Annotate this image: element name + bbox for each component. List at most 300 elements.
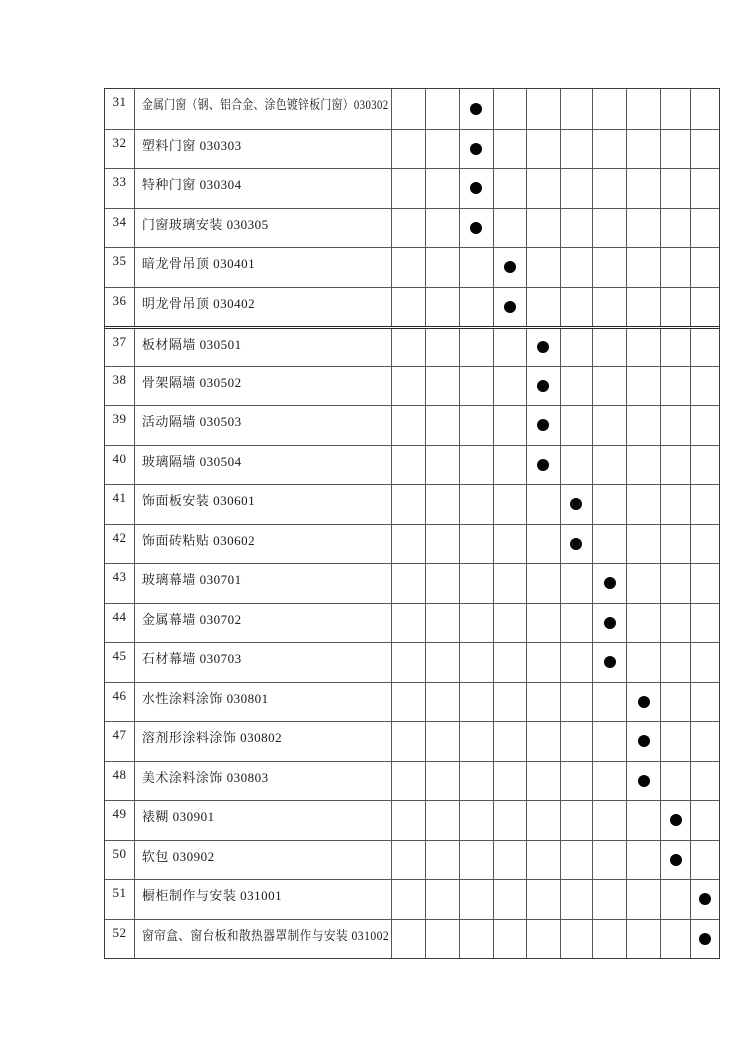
row-number-cell: 39 <box>112 411 127 426</box>
item-label: 橱柜制作与安装 031001 <box>141 888 283 903</box>
dot-cell <box>526 367 560 406</box>
dot-cell <box>660 604 690 643</box>
item-label: 软包 030902 <box>141 848 215 864</box>
row-number-cell: 40 <box>112 450 127 466</box>
row-number-cell: 50 <box>112 845 127 861</box>
dot-cell <box>626 130 660 169</box>
dot-cell <box>459 446 493 485</box>
dot-cell <box>526 564 560 603</box>
category-mark-dot <box>604 577 616 589</box>
dot-cell <box>493 920 526 959</box>
category-mark-dot <box>699 933 711 945</box>
dot-cell <box>592 801 626 840</box>
dot-cell <box>391 564 425 603</box>
table-row <box>105 879 719 919</box>
dot-cell <box>560 722 593 761</box>
dot-cell <box>690 643 719 682</box>
dot-cell <box>526 169 560 208</box>
row-number-cell: 38 <box>112 371 127 387</box>
dot-cell <box>425 446 459 485</box>
item-label-cell <box>134 169 391 208</box>
dot-cell <box>660 367 690 406</box>
category-mark-dot <box>638 775 650 787</box>
dot-cell <box>690 446 719 485</box>
dot-cell <box>391 485 425 524</box>
dot-cell <box>592 762 626 801</box>
dot-cell <box>425 329 459 366</box>
dot-cell <box>391 801 425 840</box>
item-label-cell <box>134 89 391 129</box>
dot-cell <box>626 722 660 761</box>
dot-cell <box>391 367 425 406</box>
dot-cell <box>391 130 425 169</box>
category-mark-dot <box>470 143 482 155</box>
item-label-cell <box>134 130 391 169</box>
dot-cell <box>660 801 690 840</box>
category-mark-dot <box>537 341 549 353</box>
dot-cell <box>459 525 493 564</box>
dot-cell <box>526 446 560 485</box>
dot-cell <box>626 288 660 327</box>
dot-cell <box>493 209 526 248</box>
item-label: 水性涂料涂饰 030801 <box>141 690 269 706</box>
item-label: 板材隔墙 030501 <box>141 337 242 352</box>
dot-cell <box>660 841 690 880</box>
dot-cell <box>526 801 560 840</box>
dot-cell <box>592 485 626 524</box>
dot-cell <box>626 89 660 129</box>
dot-cell <box>626 367 660 406</box>
category-mark-dot <box>670 854 682 866</box>
dot-cell <box>560 920 593 959</box>
dot-cell <box>425 525 459 564</box>
dot-cell <box>690 920 719 959</box>
dot-cell <box>425 880 459 919</box>
dot-cell <box>690 841 719 880</box>
dot-cell <box>493 288 526 327</box>
item-label: 石材幕墙 030703 <box>141 651 242 666</box>
dot-cell <box>690 762 719 801</box>
dot-cell <box>592 722 626 761</box>
dot-cell <box>690 367 719 406</box>
dot-cell <box>592 841 626 880</box>
category-mark-dot <box>604 617 616 629</box>
dot-cell <box>660 89 690 129</box>
dot-cell <box>626 446 660 485</box>
dot-cell <box>592 209 626 248</box>
dot-cell <box>459 367 493 406</box>
dot-cell <box>526 406 560 445</box>
category-mark-dot <box>699 893 711 905</box>
item-label: 暗龙骨吊顶 030401 <box>141 256 256 271</box>
dot-cell <box>391 89 425 129</box>
dot-cell <box>690 564 719 603</box>
dot-cell <box>526 525 560 564</box>
dot-cell <box>391 525 425 564</box>
dot-cell <box>493 367 526 406</box>
dot-cell <box>560 525 593 564</box>
item-label: 活动隔墙 030503 <box>141 414 242 429</box>
dot-cell <box>592 248 626 287</box>
table-row <box>105 168 719 208</box>
dot-cell <box>493 564 526 603</box>
dot-cell <box>560 841 593 880</box>
item-label-cell <box>134 367 391 406</box>
dot-cell <box>526 209 560 248</box>
dot-cell <box>493 329 526 366</box>
dot-cell <box>493 604 526 643</box>
dot-cell <box>391 920 425 959</box>
dot-cell <box>459 643 493 682</box>
table-row <box>105 405 719 445</box>
item-label-cell <box>134 446 391 485</box>
row-number-cell: 49 <box>112 806 127 821</box>
dot-cell <box>493 841 526 880</box>
dot-cell <box>425 209 459 248</box>
dot-cell <box>626 841 660 880</box>
row-number-cell: 34 <box>112 213 127 229</box>
dot-cell <box>425 564 459 603</box>
dot-cell <box>660 288 690 327</box>
dot-cell <box>660 130 690 169</box>
item-label: 骨架隔墙 030502 <box>141 374 242 390</box>
item-label: 塑料门窗 030303 <box>141 137 242 153</box>
item-label-cell <box>134 841 391 880</box>
table-row <box>105 326 719 366</box>
table-row <box>105 919 719 959</box>
dot-cell <box>459 841 493 880</box>
row-number-cell: 45 <box>112 648 127 663</box>
table-row <box>105 761 719 801</box>
dot-cell <box>690 525 719 564</box>
dot-cell <box>459 248 493 287</box>
dot-cell <box>526 880 560 919</box>
dot-cell <box>690 130 719 169</box>
dot-cell <box>526 722 560 761</box>
dot-cell <box>690 604 719 643</box>
dot-cell <box>626 604 660 643</box>
dot-cell <box>626 683 660 722</box>
row-number-cell: 42 <box>112 529 127 545</box>
dot-cell <box>660 446 690 485</box>
category-mark-dot <box>537 380 549 392</box>
dot-cell <box>526 762 560 801</box>
item-label-cell <box>134 604 391 643</box>
dot-cell <box>690 683 719 722</box>
dot-cell <box>560 248 593 287</box>
row-number-cell: 43 <box>112 569 127 584</box>
dot-cell <box>493 722 526 761</box>
dot-cell <box>391 288 425 327</box>
table-row <box>105 603 719 643</box>
dot-cell <box>391 841 425 880</box>
dot-cell <box>391 762 425 801</box>
item-label-cell <box>134 643 391 682</box>
dot-cell <box>493 762 526 801</box>
category-mark-dot <box>537 459 549 471</box>
dot-cell <box>425 288 459 327</box>
table-row <box>105 129 719 169</box>
dot-cell <box>425 89 459 129</box>
dot-cell <box>660 920 690 959</box>
dot-cell <box>592 367 626 406</box>
dot-cell <box>391 722 425 761</box>
dot-cell <box>425 920 459 959</box>
dot-cell <box>690 880 719 919</box>
dot-cell <box>690 288 719 327</box>
dot-cell <box>592 880 626 919</box>
table-row <box>105 563 719 603</box>
dot-cell <box>425 683 459 722</box>
item-label: 玻璃幕墙 030701 <box>141 572 242 587</box>
item-label-cell <box>134 485 391 524</box>
dot-cell <box>592 643 626 682</box>
dot-cell <box>560 130 593 169</box>
dot-cell <box>391 683 425 722</box>
dot-cell <box>560 485 593 524</box>
dot-cell <box>626 525 660 564</box>
dot-cell <box>459 604 493 643</box>
item-label-cell <box>134 722 391 761</box>
category-mark-dot <box>504 261 516 273</box>
dot-cell <box>660 525 690 564</box>
dot-cell <box>660 329 690 366</box>
dot-cell <box>459 209 493 248</box>
dot-cell <box>690 89 719 129</box>
dot-cell <box>493 406 526 445</box>
dot-cell <box>626 920 660 959</box>
row-number-cell: 52 <box>112 924 127 940</box>
dot-cell <box>660 880 690 919</box>
dot-cell <box>626 406 660 445</box>
dot-cell <box>493 801 526 840</box>
dot-cell <box>526 485 560 524</box>
dot-cell <box>560 367 593 406</box>
dot-cell <box>560 880 593 919</box>
dot-cell <box>526 288 560 327</box>
dot-cell <box>493 643 526 682</box>
dot-cell <box>425 762 459 801</box>
dot-cell <box>459 130 493 169</box>
dot-cell <box>690 801 719 840</box>
dot-cell <box>526 841 560 880</box>
table-row <box>105 682 719 722</box>
dot-cell <box>690 722 719 761</box>
item-label-cell <box>134 801 391 840</box>
dot-cell <box>560 762 593 801</box>
table-row <box>105 366 719 406</box>
item-label-cell <box>134 406 391 445</box>
item-label-cell <box>134 683 391 722</box>
category-mark-dot <box>470 182 482 194</box>
dot-cell <box>660 722 690 761</box>
category-mark-dot <box>537 419 549 431</box>
dot-cell <box>459 722 493 761</box>
dot-cell <box>660 169 690 208</box>
table-row <box>105 208 719 248</box>
table-row <box>105 642 719 682</box>
dot-cell <box>493 89 526 129</box>
item-label-cell <box>134 288 391 327</box>
dot-cell <box>560 169 593 208</box>
dot-cell <box>493 169 526 208</box>
dot-cell <box>560 406 593 445</box>
dot-cell <box>626 880 660 919</box>
dot-cell <box>592 683 626 722</box>
dot-cell <box>425 841 459 880</box>
item-label: 门窗玻璃安装 030305 <box>141 216 269 232</box>
table-row <box>105 247 719 287</box>
dot-cell <box>660 406 690 445</box>
dot-cell <box>560 329 593 366</box>
dot-cell <box>391 643 425 682</box>
dot-cell <box>660 683 690 722</box>
dot-cell <box>660 564 690 603</box>
dot-cell <box>459 485 493 524</box>
table-row <box>105 484 719 524</box>
dot-cell <box>660 485 690 524</box>
dot-cell <box>690 169 719 208</box>
dot-cell <box>459 89 493 129</box>
dot-cell <box>425 485 459 524</box>
dot-cell <box>425 801 459 840</box>
item-label-cell <box>134 564 391 603</box>
row-number-cell: 35 <box>112 253 127 268</box>
dot-cell <box>660 762 690 801</box>
dot-cell <box>526 130 560 169</box>
dot-cell <box>592 89 626 129</box>
table-row <box>105 840 719 880</box>
item-label: 溶剂形涂料涂饰 030802 <box>141 730 283 745</box>
dot-cell <box>459 564 493 603</box>
dot-cell <box>526 248 560 287</box>
dot-cell <box>391 248 425 287</box>
dot-cell <box>493 485 526 524</box>
dot-cell <box>425 643 459 682</box>
dot-cell <box>560 288 593 327</box>
dot-cell <box>690 406 719 445</box>
dot-cell <box>459 169 493 208</box>
item-label: 金属幕墙 030702 <box>141 611 242 627</box>
dot-cell <box>560 801 593 840</box>
dot-cell <box>560 564 593 603</box>
dot-cell <box>626 643 660 682</box>
dot-cell <box>560 604 593 643</box>
dot-cell <box>660 248 690 287</box>
dot-cell <box>626 564 660 603</box>
table-row <box>105 721 719 761</box>
dot-cell <box>560 643 593 682</box>
dot-cell <box>592 525 626 564</box>
dot-cell <box>391 169 425 208</box>
dot-cell <box>425 604 459 643</box>
dot-cell <box>459 880 493 919</box>
row-number-cell: 46 <box>112 687 127 703</box>
dot-cell <box>391 406 425 445</box>
item-label-cell <box>134 248 391 287</box>
row-number-cell: 41 <box>112 490 127 505</box>
dot-cell <box>391 880 425 919</box>
dot-cell <box>626 209 660 248</box>
item-label: 明龙骨吊顶 030402 <box>141 295 256 311</box>
item-label-cell <box>134 209 391 248</box>
dot-cell <box>690 248 719 287</box>
item-label: 饰面砖粘贴 030602 <box>141 532 256 548</box>
dot-cell <box>690 209 719 248</box>
item-label: 裱糊 030901 <box>141 809 215 824</box>
dot-cell <box>660 643 690 682</box>
item-label: 金属门窗（钢、铝合金、涂色镀锌板门窗）030302 <box>141 97 389 112</box>
dot-cell <box>690 329 719 366</box>
dot-cell <box>493 248 526 287</box>
row-number-cell: 32 <box>112 134 127 150</box>
row-number-cell: 31 <box>112 94 127 109</box>
row-number-cell: 36 <box>112 292 127 308</box>
dot-cell <box>493 683 526 722</box>
dot-cell <box>459 683 493 722</box>
dot-cell <box>391 446 425 485</box>
dot-cell <box>560 683 593 722</box>
dot-cell <box>560 446 593 485</box>
dot-cell <box>592 130 626 169</box>
dot-cell <box>626 485 660 524</box>
item-label: 美术涂料涂饰 030803 <box>141 769 269 785</box>
dot-cell <box>493 130 526 169</box>
dot-cell <box>690 485 719 524</box>
dot-cell <box>560 89 593 129</box>
row-number-cell: 51 <box>112 885 127 900</box>
category-mark-dot <box>638 696 650 708</box>
table-row <box>105 445 719 485</box>
category-mark-dot <box>570 538 582 550</box>
dot-cell <box>425 367 459 406</box>
dot-cell <box>459 288 493 327</box>
dot-cell <box>526 920 560 959</box>
item-label: 饰面板安装 030601 <box>141 493 256 508</box>
category-mark-dot <box>670 814 682 826</box>
table-row <box>105 287 719 327</box>
dot-cell <box>459 920 493 959</box>
category-mark-dot <box>470 222 482 234</box>
dot-cell <box>493 446 526 485</box>
dot-cell <box>493 880 526 919</box>
dot-cell <box>592 604 626 643</box>
dot-cell <box>592 169 626 208</box>
item-label-cell <box>134 920 391 959</box>
dot-cell <box>526 329 560 366</box>
dot-cell <box>459 329 493 366</box>
category-mark-dot <box>604 656 616 668</box>
row-number-cell: 33 <box>112 174 127 189</box>
category-mark-dot <box>504 301 516 313</box>
dot-cell <box>592 288 626 327</box>
item-label-cell <box>134 329 391 366</box>
item-label-cell <box>134 525 391 564</box>
dot-cell <box>526 604 560 643</box>
dot-cell <box>526 683 560 722</box>
dot-cell <box>425 406 459 445</box>
dot-cell <box>626 248 660 287</box>
dot-cell <box>592 564 626 603</box>
category-mark-dot <box>470 103 482 115</box>
item-label: 窗帘盒、窗台板和散热器罩制作与安装 031002 <box>141 927 390 943</box>
item-label-cell <box>134 762 391 801</box>
dot-cell <box>391 604 425 643</box>
dot-cell <box>425 248 459 287</box>
row-number-cell: 37 <box>112 334 127 349</box>
dot-cell <box>626 329 660 366</box>
dot-cell <box>391 329 425 366</box>
